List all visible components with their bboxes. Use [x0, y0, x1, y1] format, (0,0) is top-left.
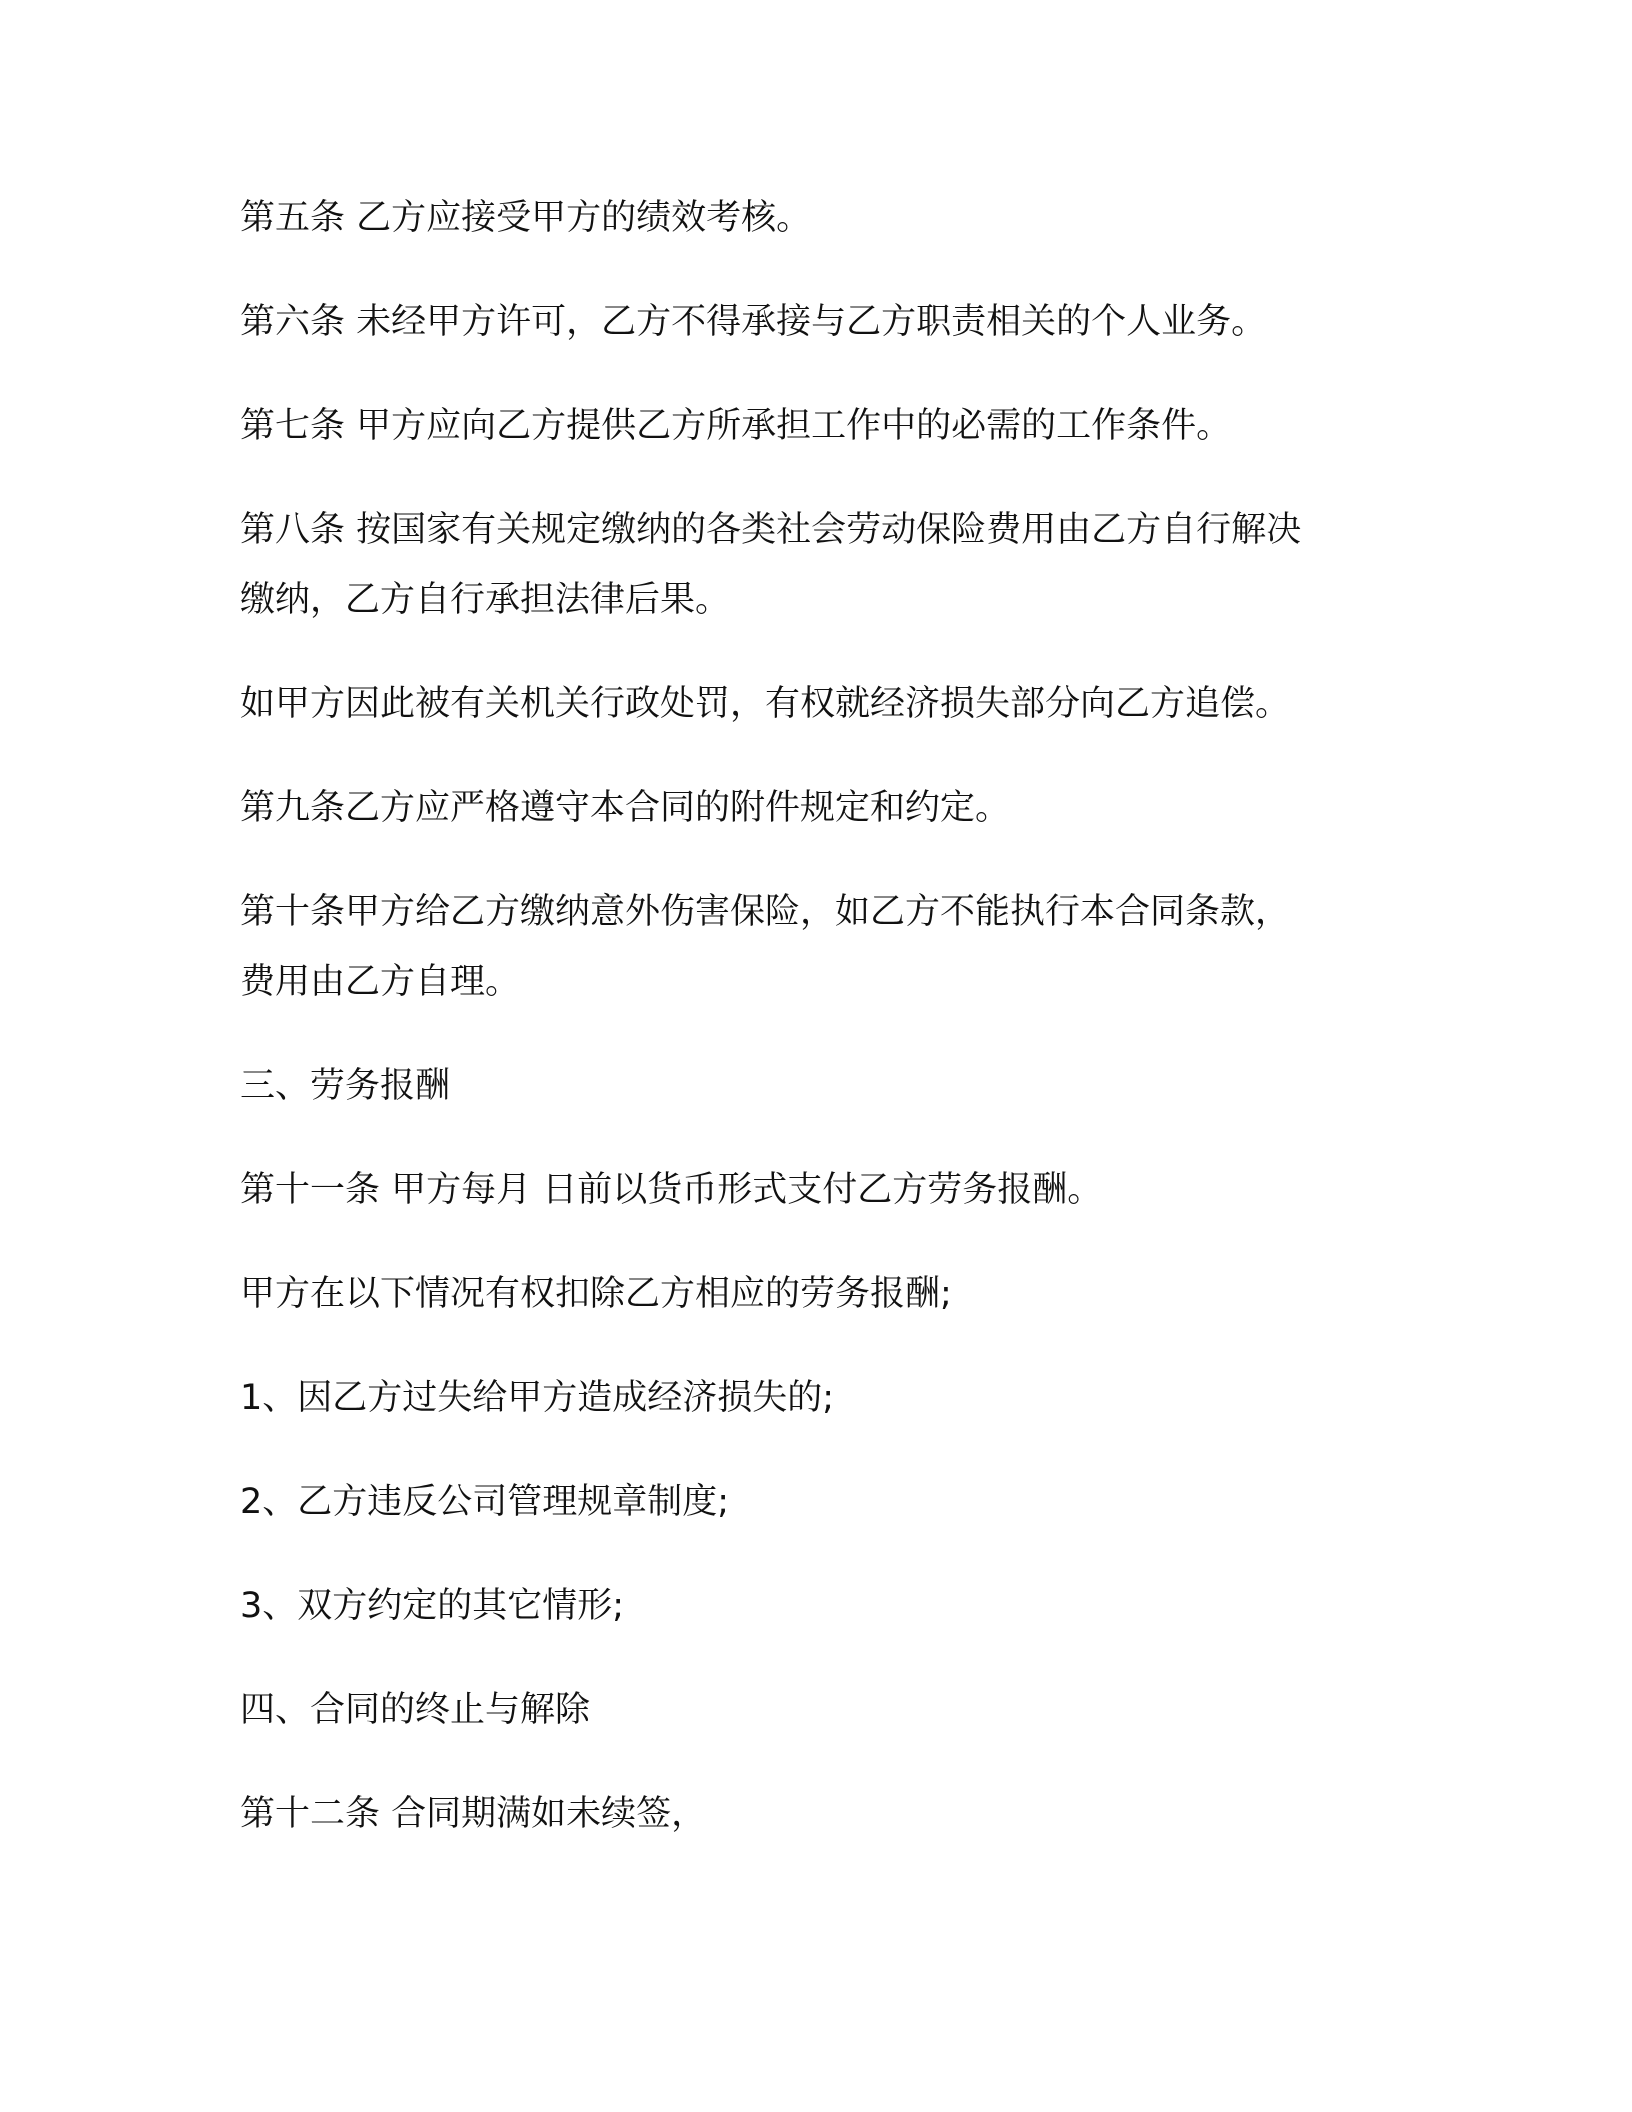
clause-8-paragraph-2: 如甲方因此被有关机关行政处罚，有权就经济损失部分向乙方追偿。: [240, 684, 1291, 724]
clause-11: 第十一条 甲方每月 日前以货币形式支付乙方劳务报酬。: [240, 1170, 1103, 1210]
clause-12: 第十二条 合同期满如未续签，: [240, 1794, 707, 1834]
deduction-item-2: 2、乙方违反公司管理规章制度;: [240, 1482, 730, 1522]
clause-6: 第六条 未经甲方许可，乙方不得承接与乙方职责相关的个人业务。: [240, 302, 1267, 342]
clause-5: 第五条 乙方应接受甲方的绩效考核。: [240, 198, 812, 238]
section-heading-termination: 四、合同的终止与解除: [240, 1690, 591, 1730]
clause-10-line-1: 第十条甲方给乙方缴纳意外伤害保险，如乙方不能执行本合同条款，: [240, 892, 1291, 932]
clause-7: 第七条 甲方应向乙方提供乙方所承担工作中的必需的工作条件。: [240, 406, 1232, 446]
document-body: [240, 183, 1400, 1849]
section-heading-remuneration: 三、劳务报酬: [240, 1066, 451, 1106]
deduction-item-3: 3、双方约定的其它情形;: [240, 1586, 625, 1626]
clause-8-line-1: 第八条 按国家有关规定缴纳的各类社会劳动保险费用由乙方自行解决: [240, 510, 1302, 550]
clause-10-line-2: 费用由乙方自理。: [240, 962, 521, 1002]
clause-9: 第九条乙方应严格遵守本合同的附件规定和约定。: [240, 788, 1011, 828]
deduction-intro: 甲方在以下情况有权扣除乙方相应的劳务报酬;: [240, 1274, 952, 1314]
deduction-item-1: 1、因乙方过失给甲方造成经济损失的;: [240, 1378, 835, 1418]
clause-8-line-2: 缴纳，乙方自行承担法律后果。: [240, 580, 731, 620]
